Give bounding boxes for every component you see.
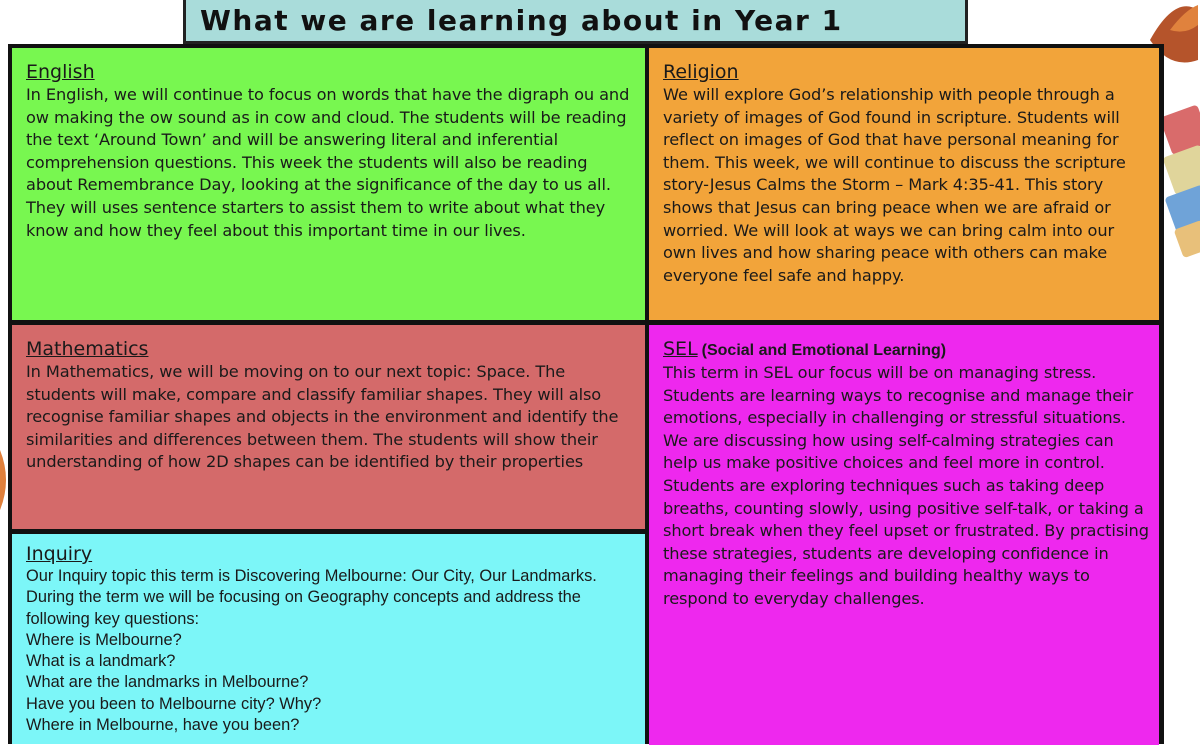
religion-heading: Religion [663,61,739,83]
inquiry-question: What is a landmark? [26,652,176,671]
sel-subheading: (Social and Emotional Learning) [701,342,947,359]
english-heading: English [26,61,95,83]
inquiry-question: Where in Melbourne, have you been? [26,716,300,735]
inquiry-heading: Inquiry [26,543,93,565]
title-banner [183,0,968,44]
page-title: What we are learning about in Year 1 [200,4,843,37]
mathematics-body: In Mathematics, we will be moving on to our next topic: Space. The students will make, compare and classify familiar shapes. They will also recognise familiar shapes and objects in the environment and identify the similarities and differences between them. The students will show their understanding of how 2D shapes can be identified by their properties [26,362,619,472]
mathematics-heading: Mathematics [26,338,149,360]
inquiry-panel [12,534,645,744]
english-body: In English, we will continue to focus on words that have the digraph ou and ow making the ow sound as in cow and cloud. The students will be reading the text ‘Around Town’ and will be answering literal and inferential comprehension questions. This week the students will also be reading about Remembrance Day, looking at the significance of the day to us all. They will uses sentence starters to assist them to write about what they know and how they feel about this important time in our lives. [26,85,630,240]
sel-panel [649,325,1159,745]
inquiry-question: Have you been to Melbourne city? Why? [26,694,322,713]
inquiry-question: What are the landmarks in Melbourne? [26,673,309,692]
inquiry-intro: Our Inquiry topic this term is Discovering Melbourne: Our City, Our Landmarks. During the term we will be focusing on Geography concepts and address the following key questions: [26,567,597,628]
religion-body: We will explore God’s relationship with people through a variety of images of God found in scripture. Students will reflect on images of God that have personal meaning for them. This week, we will continue to discuss the scripture story-Jesus Calms the Storm – Mark 4:35-41. This story shows that Jesus can bring peace when we are afraid or worried. We will look at ways we can bring calm into our own lives and how sharing peace with others can make everyone feel safe and happy. [663,85,1126,285]
sel-heading: SEL [663,338,698,360]
sel-body: This term in SEL our focus will be on managing stress. Students are learning ways to recognise and manage their emotions, especially in challenging or stressful situations. We are discussing how using self-calming strategies can help us make positive choices and feel more in control. Students are exploring techniques such as taking deep breaths, counting slowly, using positive self-talk, or taking a short break when they feel upset or frustrated. By practising these strategies, students are developing confidence in managing their feelings and building healthy ways to respond to everyday challenges. [663,363,1149,608]
inquiry-question: Where is Melbourne? [26,630,182,649]
english-panel [12,48,645,320]
religion-panel [649,48,1159,320]
mathematics-panel [12,325,645,529]
subject-grid [8,44,1164,744]
